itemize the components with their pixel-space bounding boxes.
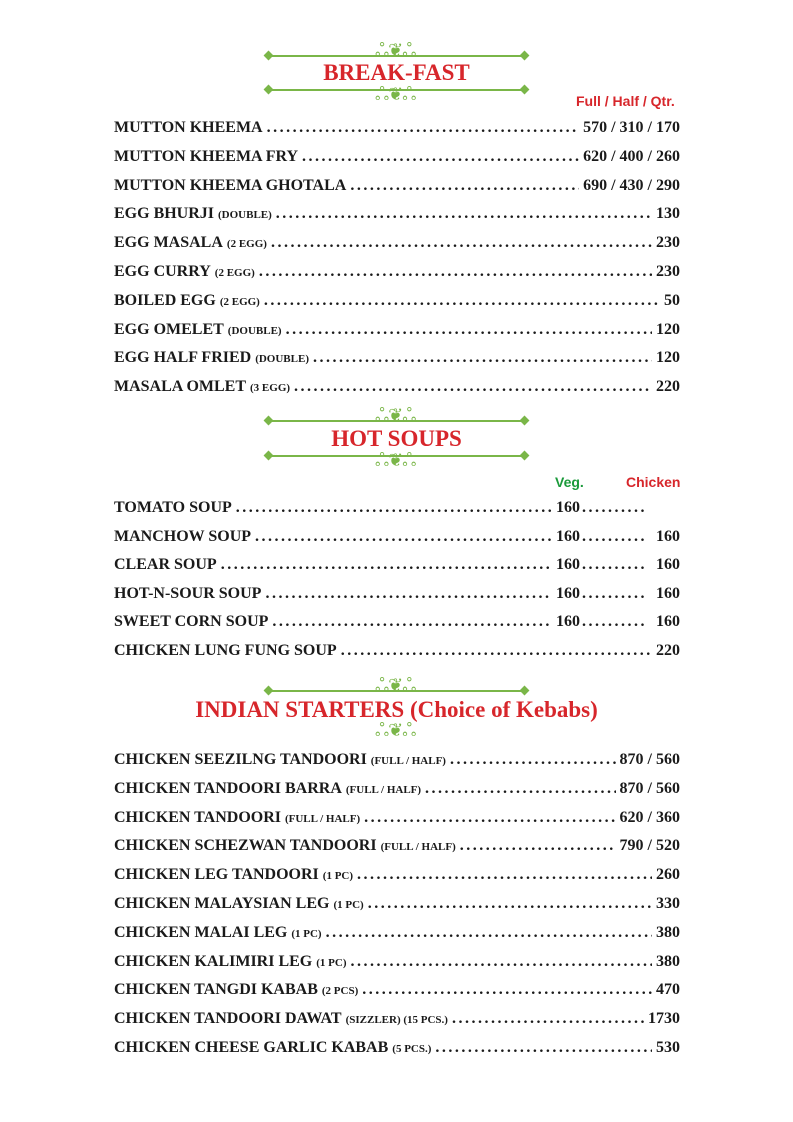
list-item — [114, 233, 680, 253]
item-price: 230 — [656, 234, 680, 252]
leader-dots — [364, 808, 615, 828]
item-price: 570 / 310 / 170 — [583, 119, 680, 136]
item-note: (SIZZLER) (15 PCS.) — [345, 1014, 448, 1027]
item-note: (DOUBLE) — [255, 353, 309, 366]
leader-dots — [582, 498, 644, 518]
item-price-veg: 160 — [556, 613, 580, 631]
section-title-breakfast: BREAK-FAST — [323, 60, 470, 85]
section-title-soups: HOT SOUPS — [331, 426, 462, 451]
item-note: (FULL / HALF) — [345, 783, 422, 796]
leader-dots — [276, 204, 652, 224]
list-item — [114, 750, 680, 770]
list-item — [114, 377, 680, 397]
item-name: EGG OMELET — [114, 320, 224, 338]
list-item — [114, 320, 680, 340]
item-name: CHICKEN CHEESE GARLIC KABAB — [114, 1039, 389, 1056]
item-note: (FULL / HALF) — [284, 812, 361, 825]
leader-dots — [452, 1009, 644, 1029]
item-note: (FULL / HALF) — [370, 755, 446, 767]
item-price-chicken: 160 — [656, 584, 680, 602]
leader-dots — [351, 952, 653, 972]
leader-dots — [259, 262, 652, 282]
swirl-ornament-icon: ஃ❦ஃ — [375, 84, 416, 105]
item-name: EGG MASALA — [114, 234, 223, 252]
leader-dots — [350, 176, 579, 196]
item-price: 530 — [656, 1039, 680, 1056]
item-price-veg: 160 — [556, 499, 580, 516]
leader-dots — [362, 980, 652, 1000]
leader-dots — [294, 377, 652, 397]
item-note: (1 PC) — [316, 956, 347, 969]
list-item — [114, 584, 680, 604]
leader-dots — [582, 555, 644, 575]
leader-dots — [264, 291, 660, 311]
item-price: 380 — [656, 952, 680, 970]
list-item — [114, 952, 680, 972]
item-price: 120 — [656, 320, 680, 338]
leader-dots — [326, 923, 652, 943]
list-item — [114, 1009, 680, 1029]
item-price-veg: 160 — [556, 584, 580, 602]
leader-dots — [341, 641, 652, 661]
swirl-ornament-icon: ஃ❦ஃ — [375, 450, 416, 471]
leader-dots — [435, 1038, 652, 1058]
item-name: CHICKEN SEEZILNG TANDOORI — [114, 751, 367, 768]
item-name: CHICKEN MALAYSIAN LEG — [114, 895, 330, 912]
item-name: EGG HALF FRIED — [114, 349, 252, 367]
list-item — [114, 262, 680, 282]
item-name: CHICKEN TANDOORI DAWAT — [114, 1010, 342, 1028]
list-item — [114, 1038, 680, 1058]
leader-dots — [221, 555, 552, 575]
leader-dots — [313, 348, 652, 368]
item-name: BOILED EGG — [114, 291, 216, 309]
soups-column-veg: Veg. — [555, 474, 584, 490]
leader-dots — [582, 612, 644, 632]
item-note: (1 PC) — [322, 870, 354, 883]
leader-dots — [286, 320, 652, 340]
item-price: 220 — [656, 378, 680, 396]
leader-dots — [255, 527, 552, 547]
item-price-chicken: 160 — [656, 527, 680, 545]
leader-dots — [425, 779, 616, 799]
item-price: 620 / 400 / 260 — [583, 147, 680, 165]
swirl-ornament-icon: ஃ❦ஃ — [375, 405, 416, 426]
item-price-veg: 160 — [556, 556, 580, 574]
swirl-ornament-icon: ஃ❦ஃ — [375, 40, 416, 61]
leader-dots — [271, 233, 652, 253]
list-item — [114, 923, 680, 943]
item-price: 50 — [664, 291, 680, 309]
item-price: 130 — [656, 205, 680, 223]
item-price-chicken: 160 — [656, 613, 680, 631]
swirl-ornament-icon: ஃ❦ஃ — [375, 720, 416, 741]
list-item — [114, 980, 680, 1000]
item-price: 220 — [656, 642, 680, 659]
item-price: 620 / 360 — [619, 808, 680, 826]
item-price: 380 — [656, 923, 680, 941]
item-price: 260 — [656, 866, 680, 884]
item-price: 690 / 430 / 290 — [583, 176, 680, 194]
list-item — [114, 204, 680, 224]
list-item — [114, 147, 680, 167]
leader-dots — [368, 894, 652, 914]
list-item — [114, 176, 680, 196]
leader-dots — [450, 750, 616, 770]
item-price-veg: 160 — [556, 527, 580, 545]
leader-dots — [357, 865, 652, 885]
item-name: CLEAR SOUP — [114, 556, 217, 574]
item-price: 230 — [656, 263, 680, 280]
item-note: (FULL / HALF) — [380, 841, 456, 854]
item-name: CHICKEN LEG TANDOORI — [114, 866, 319, 884]
list-item — [114, 641, 680, 661]
item-price: 120 — [656, 349, 680, 367]
leader-dots — [272, 612, 552, 632]
item-name: MANCHOW SOUP — [114, 527, 252, 545]
list-item — [114, 779, 680, 799]
item-note: (1 PC) — [291, 927, 322, 940]
list-item — [114, 291, 680, 311]
item-note: (2 EGG) — [219, 295, 260, 308]
item-name: MASALA OMLET — [114, 378, 247, 396]
item-note: (1 PC) — [333, 899, 364, 911]
item-name: TOMATO SOUP — [114, 499, 232, 516]
item-name: CHICKEN KALIMIRI LEG — [114, 952, 313, 970]
item-note: (DOUBLE) — [227, 324, 282, 337]
item-name: MUTTON KHEEMA GHOTALA — [114, 176, 347, 194]
item-name: MUTTON KHEEMA FRY — [114, 147, 299, 165]
item-note: (2 PCS) — [321, 985, 359, 998]
leader-dots — [267, 118, 580, 138]
leader-dots — [236, 498, 552, 518]
soups-column-chicken: Chicken — [626, 474, 681, 490]
breakfast-column-header: Full / Half / Qtr. — [576, 93, 675, 109]
list-item — [114, 808, 680, 828]
item-price: 870 / 560 — [619, 779, 680, 797]
item-name: MUTTON KHEEMA — [114, 119, 263, 136]
item-note: (DOUBLE) — [218, 209, 272, 222]
list-item — [114, 498, 680, 518]
leader-dots — [582, 584, 644, 604]
item-price: 1730 — [648, 1010, 680, 1028]
item-name: CHICKEN SCHEZWAN TANDOORI — [114, 837, 377, 855]
leader-dots — [265, 584, 552, 604]
list-item — [114, 527, 680, 547]
item-note: (5 PCS.) — [392, 1043, 432, 1055]
leader-dots — [582, 527, 644, 547]
item-price: 870 / 560 — [619, 751, 680, 768]
item-name: CHICKEN TANDOORI BARRA — [114, 779, 342, 797]
item-price: 790 / 520 — [619, 837, 680, 855]
item-note: (2 EGG) — [214, 267, 255, 279]
list-item — [114, 555, 680, 575]
item-price-chicken: 160 — [656, 556, 680, 574]
leader-dots — [302, 147, 579, 167]
list-item — [114, 612, 680, 632]
list-item — [114, 894, 680, 914]
list-item — [114, 865, 680, 885]
item-name: EGG CURRY — [114, 263, 211, 280]
item-name: CHICKEN TANGDI KABAB — [114, 981, 318, 999]
section-title-starters: INDIAN STARTERS (Choice of Kebabs) — [195, 697, 598, 722]
swirl-ornament-icon: ஃ❦ஃ — [375, 675, 416, 696]
item-name: EGG BHURJI — [114, 205, 215, 223]
item-note: (3 EGG) — [250, 382, 291, 395]
list-item — [114, 348, 680, 368]
item-name: CHICKEN TANDOORI — [114, 808, 281, 826]
item-name: CHICKEN MALAI LEG — [114, 923, 288, 941]
item-name: CHICKEN LUNG FUNG SOUP — [114, 642, 337, 659]
leader-dots — [460, 836, 616, 856]
item-price: 470 — [656, 981, 680, 999]
list-item — [114, 118, 680, 138]
item-name: HOT-N-SOUR SOUP — [114, 584, 262, 602]
list-item — [114, 836, 680, 856]
item-price: 330 — [656, 895, 680, 912]
item-note: (2 EGG) — [226, 238, 267, 251]
item-name: SWEET CORN SOUP — [114, 613, 269, 631]
